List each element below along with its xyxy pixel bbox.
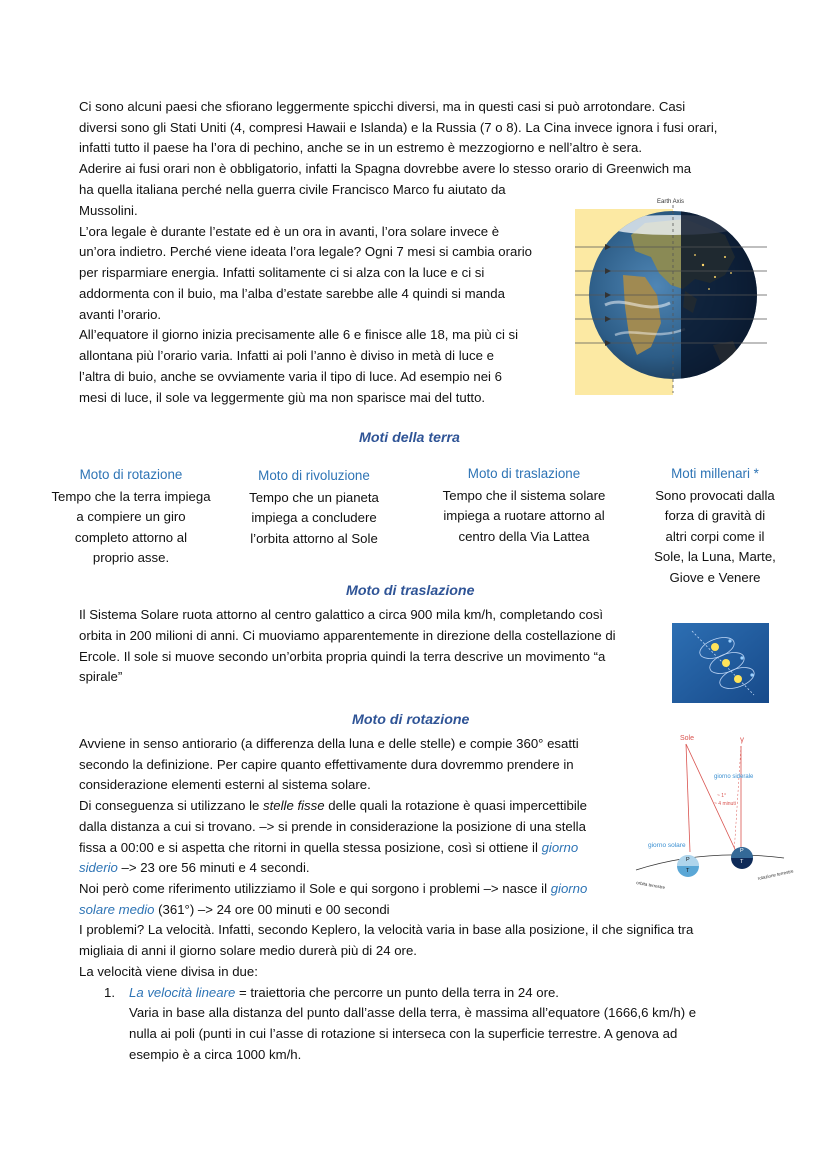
intro-line: All’equatore il giorno inizia precisamente alle 6 e finisce alle 18, ma più ci si xyxy=(79,327,519,342)
rotazione-line: secondo la definizione. Per capire quanto effettivamente dura dovremmo prendere in xyxy=(79,757,574,772)
intro-line: un’ora indietro. Perché viene ideata l’ora legale? Ogni 7 mesi si cambia orario xyxy=(79,244,533,259)
intro-line: mesi di luce, il sole va leggermente giù ma non sparisce mai del tutto. xyxy=(79,390,486,405)
moto-column-line: Giove e Venere xyxy=(669,569,761,585)
t-label: T xyxy=(686,868,690,874)
intro-line: per risparmiare energia. Infatti solitamente ci si alza con la luce e ci si xyxy=(79,265,485,280)
rotazione-line: dalla distanza a cui si trovano. –> si prende in considerazione la posizione di una stella xyxy=(79,819,586,834)
moto-column-line: forza di gravità di xyxy=(664,508,766,523)
rotazione-heading: Moto di rotazione xyxy=(352,712,470,728)
intro-line: L’ora legale è durante l’estate ed è un ora in avanti, l’ora solare invece è xyxy=(79,224,500,239)
stelle-fisse-term: stelle fisse xyxy=(263,798,325,813)
moto-column-line: Tempo che la terra impiega xyxy=(51,488,211,504)
rotazione-line: fissa a 00:00 e si aspetta che ritorni in quella stessa posizione, così si ottiene il giorno xyxy=(79,840,579,855)
giorno-solare-term: giorno xyxy=(550,881,588,896)
moto-column-title: Moto di rotazione xyxy=(79,467,183,482)
sole-label: Sole xyxy=(680,735,695,742)
rotazione-line: siderio –> 23 ore 56 minuti e 4 secondi. xyxy=(79,860,310,875)
moto-column-line: altri corpi come il xyxy=(665,528,765,544)
orbita-label: orbita terrestre xyxy=(635,880,666,890)
sidereal-solar-day-diagram xyxy=(634,730,794,890)
moto-column-line: Sole, la Luna, Marte, xyxy=(654,549,776,564)
moto-column-line: Sono provocati dalla xyxy=(655,487,775,503)
moti-heading: Moti della terra xyxy=(359,430,460,446)
intro-line: Aderire ai fusi orari non è obbligatorio, infatti la Spagna dovrebbe avere lo stesso orario di Greenwich ma xyxy=(79,161,692,176)
moto-column-title: Moto di traslazione xyxy=(467,466,581,481)
rotazione-terrestre-label: rotazione terrestre xyxy=(757,868,794,881)
giorno-siderale-label: giorno siderale xyxy=(714,774,754,780)
velocita-lineare-term: La velocità lineare xyxy=(129,985,236,1000)
moto-column xyxy=(40,465,222,569)
moto-column-line: a compiere un giro xyxy=(76,509,186,524)
moto-column-line: impiega a ruotare attorno al xyxy=(443,508,605,523)
list-item-line: Varia in base alla distanza del punto dall’asse della terra, è massima all’equatore (1666,6 km/h) e xyxy=(129,1005,697,1020)
intro-line: allontana più l’orario varia. Infatti ai poli l’anno è diviso in metà di luce e xyxy=(79,348,494,363)
earth-day-night-illustration xyxy=(575,195,767,395)
rotazione-line: La velocità viene divisa in due: xyxy=(79,964,258,979)
giorno-solare-label: giorno solare xyxy=(648,842,686,849)
moto-column-line: l’orbita attorno al Sole xyxy=(250,530,378,546)
moto-column-title: Moto di rivoluzione xyxy=(258,468,370,483)
earth-axis-label: Earth Axis xyxy=(657,199,685,205)
giorno-siderio-term: giorno xyxy=(541,840,579,855)
traslazione-line: orbita in 200 milioni di anni. Ci muoviamo apparentemente in direzione della costellazione di xyxy=(79,628,616,643)
intro-line: l’altra di buio, anche se ovviamente varia il tipo di luce. Ad esempio nei 6 xyxy=(79,369,502,384)
star-label: γ xyxy=(740,735,744,744)
rotazione-line: solare medio (361°) –> 24 ore 00 minuti e 00 secondi xyxy=(79,902,390,917)
moto-column-line: Tempo che un pianeta xyxy=(249,489,379,505)
intro-line: infatti tutto il paese ha l’ora di pechino, anche se in un estremo è mezzogiorno e nell’altro è sera. xyxy=(79,140,642,155)
moto-column xyxy=(236,466,392,549)
giorno-siderio-term: siderio xyxy=(79,860,118,875)
rotazione-line: migliaia di anni il giorno solare medio durerà più di 24 ore. xyxy=(79,943,417,958)
rotazione-line: Di conseguenza si utilizzano le stelle fisse delle quali la rotazione è quasi impercettibile xyxy=(79,798,588,813)
list-number: 1. xyxy=(104,985,115,1000)
traslazione-line: spirale” xyxy=(79,669,123,684)
traslazione-heading: Moto di traslazione xyxy=(346,583,475,599)
rotazione-line: I problemi? La velocità. Infatti, secondo Keplero, la velocità varia in base alla posizione, il che significa tra xyxy=(79,922,694,937)
intro-line: Ci sono alcuni paesi che sfiorano leggermente spicchi diversi, ma in questi casi si può arrotondare. Casi xyxy=(79,99,686,114)
moto-column-title: Moti millenari * xyxy=(671,466,759,481)
degree-label: ~ 1° xyxy=(717,793,727,799)
intro-line: Mussolini. xyxy=(79,203,138,218)
list-item-line: nulla ai poli (punti in cui l’asse di rotazione si interseca con la superficie terrestre. A genova ad xyxy=(129,1026,678,1041)
t-label: T xyxy=(740,859,744,865)
moto-column xyxy=(640,464,790,588)
p-label: P xyxy=(740,848,744,854)
traslazione-line: Ercole. Il sole si muove secondo un’orbita propria quindi la terra descrive un movimento “a xyxy=(79,649,606,664)
list-item-line: La velocità lineare = traiettoria che percorre un punto della terra in 24 ore. xyxy=(129,985,559,1000)
intro-line: diversi sono gli Stati Uniti (4, compresi Hawaii e Islanda) e la Russia (7 o 8). La Cina invece ignora i fusi orari, xyxy=(79,120,718,135)
intro-line: ha quella italiana perché nella guerra civile Francisco Marco fu aiutato da xyxy=(79,182,506,197)
moto-column xyxy=(428,464,620,547)
moto-column-line: Tempo che il sistema solare xyxy=(442,487,606,503)
solar-spiral-illustration xyxy=(672,623,769,703)
traslazione-line: Il Sistema Solare ruota attorno al centro galattico a circa 900 mila km/h, completando così xyxy=(79,607,604,622)
rotazione-line: Noi però come riferimento utilizziamo il Sole e qui sorgono i problemi –> nasce il giorno xyxy=(79,881,588,896)
minuti-label: ~ 4 minuti xyxy=(714,801,736,807)
intro-line: avanti l’orario. xyxy=(79,307,162,322)
moto-column-line: completo attorno al xyxy=(74,529,188,545)
list-item-line: esempio è a circa 1000 km/h. xyxy=(129,1047,302,1062)
intro-line: addormenta con il buio, ma l’alba d’estate sarebbe alle 4 quindi si manda xyxy=(79,286,505,301)
moto-column-line: centro della Via Lattea xyxy=(458,528,590,544)
rotazione-line: considerazione elementi esterni al sistema solare. xyxy=(79,777,371,792)
moto-column-line: proprio asse. xyxy=(92,550,170,565)
moto-column-line: impiega a concludere xyxy=(251,510,377,525)
rotazione-line: Avviene in senso antiorario (a differenza della luna e delle stelle) e compie 360° esatti xyxy=(79,736,579,751)
p-label: P xyxy=(686,857,690,863)
giorno-solare-term: solare medio xyxy=(79,902,155,917)
